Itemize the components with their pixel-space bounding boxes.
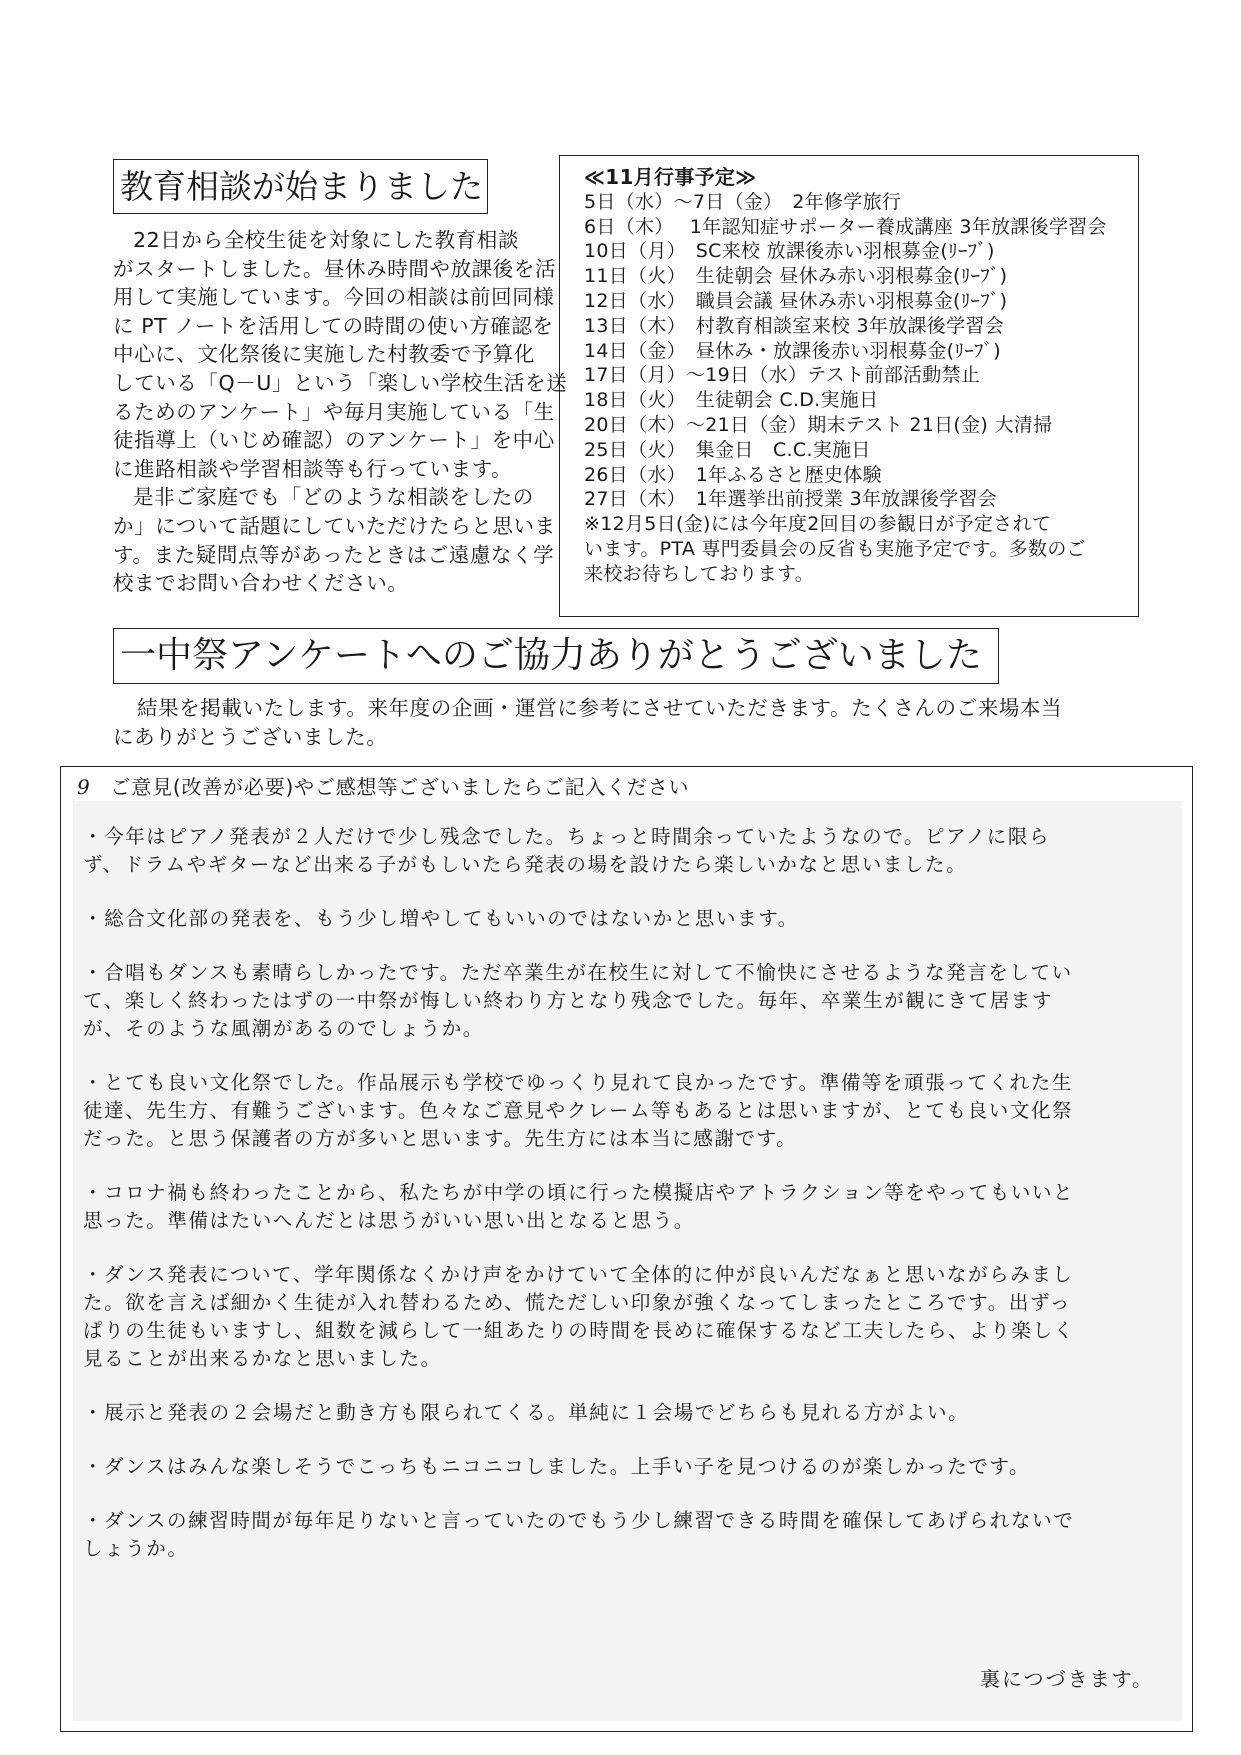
- answers-panel: [73, 801, 1182, 1721]
- question-number: 9: [77, 775, 91, 799]
- counseling-paragraph: [113, 226, 568, 598]
- survey-answer: [83, 905, 1182, 933]
- event-row: 20日（木）～21日（金）期末テスト 21日(金) 大清掃: [584, 413, 1053, 436]
- event-row: 27日（木） 1年選挙出前授業 3年放課後学習会: [584, 488, 998, 511]
- answer-line: ・とても良い文化祭でした。作品展示も学校でゆっくり見れて良かったです。準備等を頑張ってくれた生: [83, 1071, 1073, 1094]
- question-text: ご意見(改善が必要)やご感想等ございましたらご記入ください: [110, 775, 690, 799]
- answer-line: 徒達、先生方、有難うございます。色々なご意見やクレーム等もあるとは思いますが、とても良い文化祭: [83, 1099, 1074, 1122]
- text-line: 校までお問い合わせください。: [113, 571, 409, 596]
- survey-answer: [83, 1399, 1182, 1427]
- text-line: 22日から全校生徒を対象にした教育相談: [133, 228, 519, 252]
- section-title-survey-thanks: 一中祭アンケートへのご協力ありがとうございました: [113, 628, 999, 684]
- text-line: している「Q－U」という「楽しい学校生活を送: [113, 370, 568, 395]
- answer-line: ・総合文化部の発表を、もう少し増やしてもいいのではないかと思います。: [83, 907, 799, 930]
- event-row: 11日（火） 生徒朝会 昼休み赤い羽根募金(ﾘｰﾌﾞ): [584, 265, 1008, 288]
- event-row: 17日（月）～19日（水）テスト前部活動禁止: [584, 364, 981, 387]
- text-line: 中心に、文化祭後に実施した村教委で予算化: [113, 342, 535, 367]
- answer-line: ・ダンスはみんな楽しそうでこっちもニコニコしました。上手い子を見つけるのが楽しかったです。: [83, 1455, 1031, 1478]
- survey-answer: [83, 1069, 1182, 1153]
- answer-line: ・ダンスの練習時間が毎年足りないと言っていたのでもう少し練習できる時間を確保してあげられないで: [83, 1509, 1075, 1532]
- event-schedule-title: ≪11月行事予定≫: [584, 165, 757, 189]
- event-schedule-box: [559, 155, 1139, 617]
- event-row: 25日（火） 集金日 C.C.実施日: [584, 438, 871, 461]
- survey-answer: [83, 1179, 1182, 1235]
- text-line: に PT ノートを活用しての時間の使い方確認を: [113, 313, 554, 338]
- event-row: 26日（水） 1年ふるさと歴史体験: [584, 463, 882, 486]
- text-line: に進路相談や学習相談等も行っています。: [113, 456, 513, 481]
- answer-line: た。欲を言えば細かく生徒が入れ替わるため、慌ただしい印象が強くなってしまったところです。出ずっ: [83, 1291, 1071, 1314]
- event-row: 5日（水）～7日（金） 2年修学旅行: [584, 190, 902, 213]
- text-line: 結果を掲載いたします。来年度の企画・運営に参考にさせていただきます。たくさんのご来場本当: [137, 696, 1063, 720]
- event-note-line: ※12月5日(金)には今年度2回目の参観日が予定されて: [584, 513, 1052, 536]
- answer-line: 見ることが出来るかなと思いました。: [83, 1347, 442, 1370]
- answer-line: ・合唱もダンスも素晴らしかったです。ただ卒業生が在校生に対して不愉快にさせるような発言をしてい: [83, 961, 1073, 984]
- survey-question: [77, 771, 689, 800]
- answer-line: だった。と思う保護者の方が多いと思います。先生方には本当に感謝です。: [83, 1127, 798, 1150]
- event-row: 14日（金） 昼休み・放課後赤い羽根募金(ﾘｰﾌﾞ): [584, 339, 1002, 362]
- survey-answer: [83, 959, 1182, 1043]
- event-row: 18日（火） 生徒朝会 C.D.実施日: [584, 389, 879, 412]
- answer-line: ・ダンス発表について、学年関係なくかけ声をかけていて全体的に仲が良いんだなぁと思いながらみまし: [83, 1263, 1074, 1286]
- continued-on-back-note: 裏につづきます。: [980, 1667, 1154, 1691]
- survey-results-box: [60, 766, 1193, 1732]
- event-row: 13日（木） 村教育相談室来校 3年放課後学習会: [584, 314, 1005, 337]
- answer-line: が、そのような風潮があるのでしょうか。: [83, 1017, 484, 1040]
- survey-intro-paragraph: [113, 694, 1133, 751]
- event-row: 12日（水） 職員会議 昼休み赤い羽根募金(ﾘｰﾌﾞ): [584, 289, 1008, 312]
- text-line: 用して実施しています。今回の相談は前回同様: [113, 285, 555, 310]
- answer-line: ぱりの生徒もいますし、組数を減らして一組あたりの時間を長めに確保するなど工夫したら、より楽しく: [83, 1319, 1075, 1342]
- text-line: にありがとうございました。: [113, 724, 388, 749]
- answer-line: て、楽しく終わったはずの一中祭が悔しい終わり方となり残念でした。毎年、卒業生が観にきて居ます: [83, 989, 1054, 1012]
- section-title-counseling: 教育相談が始まりました: [113, 159, 488, 214]
- answer-line: しょうか。: [83, 1537, 189, 1560]
- event-row: 10日（月） SC来校 放課後赤い羽根募金(ﾘｰﾌﾞ): [584, 240, 995, 263]
- survey-answer: [83, 1261, 1182, 1373]
- event-note-line: 来校お待ちしております。: [584, 562, 815, 585]
- text-line: がスタートしました。昼休み時間や放課後を活: [113, 256, 557, 281]
- text-line: るためのアンケート」や毎月実施している「生: [113, 399, 555, 424]
- text-line: 徒指導上（いじめ確認）のアンケート」を中心: [113, 428, 555, 453]
- survey-answer: [83, 823, 1182, 879]
- survey-answer: [83, 1507, 1182, 1563]
- survey-answer: [83, 1453, 1182, 1481]
- text-line: す。また疑問点等があったときはご遠慮なく学: [113, 542, 555, 567]
- answer-line: 思った。準備はたいへんだとは思うがいい思い出となると思う。: [83, 1209, 695, 1232]
- answer-line: ・展示と発表の２会場だと動き方も限られてくる。単純に１会場でどちらも見れる方がよい。: [83, 1401, 970, 1424]
- text-line: か」について話題にしていただけたらと思いま: [113, 513, 556, 538]
- answer-line: ず、ドラムやギターなど出来る子がもしいたら発表の場を設けたら楽しいかなと思いました。: [83, 853, 968, 876]
- event-row: 6日（木） 1年認知症サポーター養成講座 3年放課後学習会: [584, 215, 1107, 238]
- answer-line: ・今年はピアノ発表が２人だけで少し残念でした。ちょっと時間余っていたようなので。ピアノに限ら: [83, 825, 1051, 848]
- text-line: 是非ご家庭でも「どのような相談をしたの: [133, 485, 534, 510]
- answer-line: ・コロナ禍も終わったことから、私たちが中学の頃に行った模擬店やアトラクション等をやってもいいと: [83, 1181, 1075, 1204]
- event-note-line: います。PTA 専門委員会の反省も実施予定です。多数のご: [584, 537, 1086, 560]
